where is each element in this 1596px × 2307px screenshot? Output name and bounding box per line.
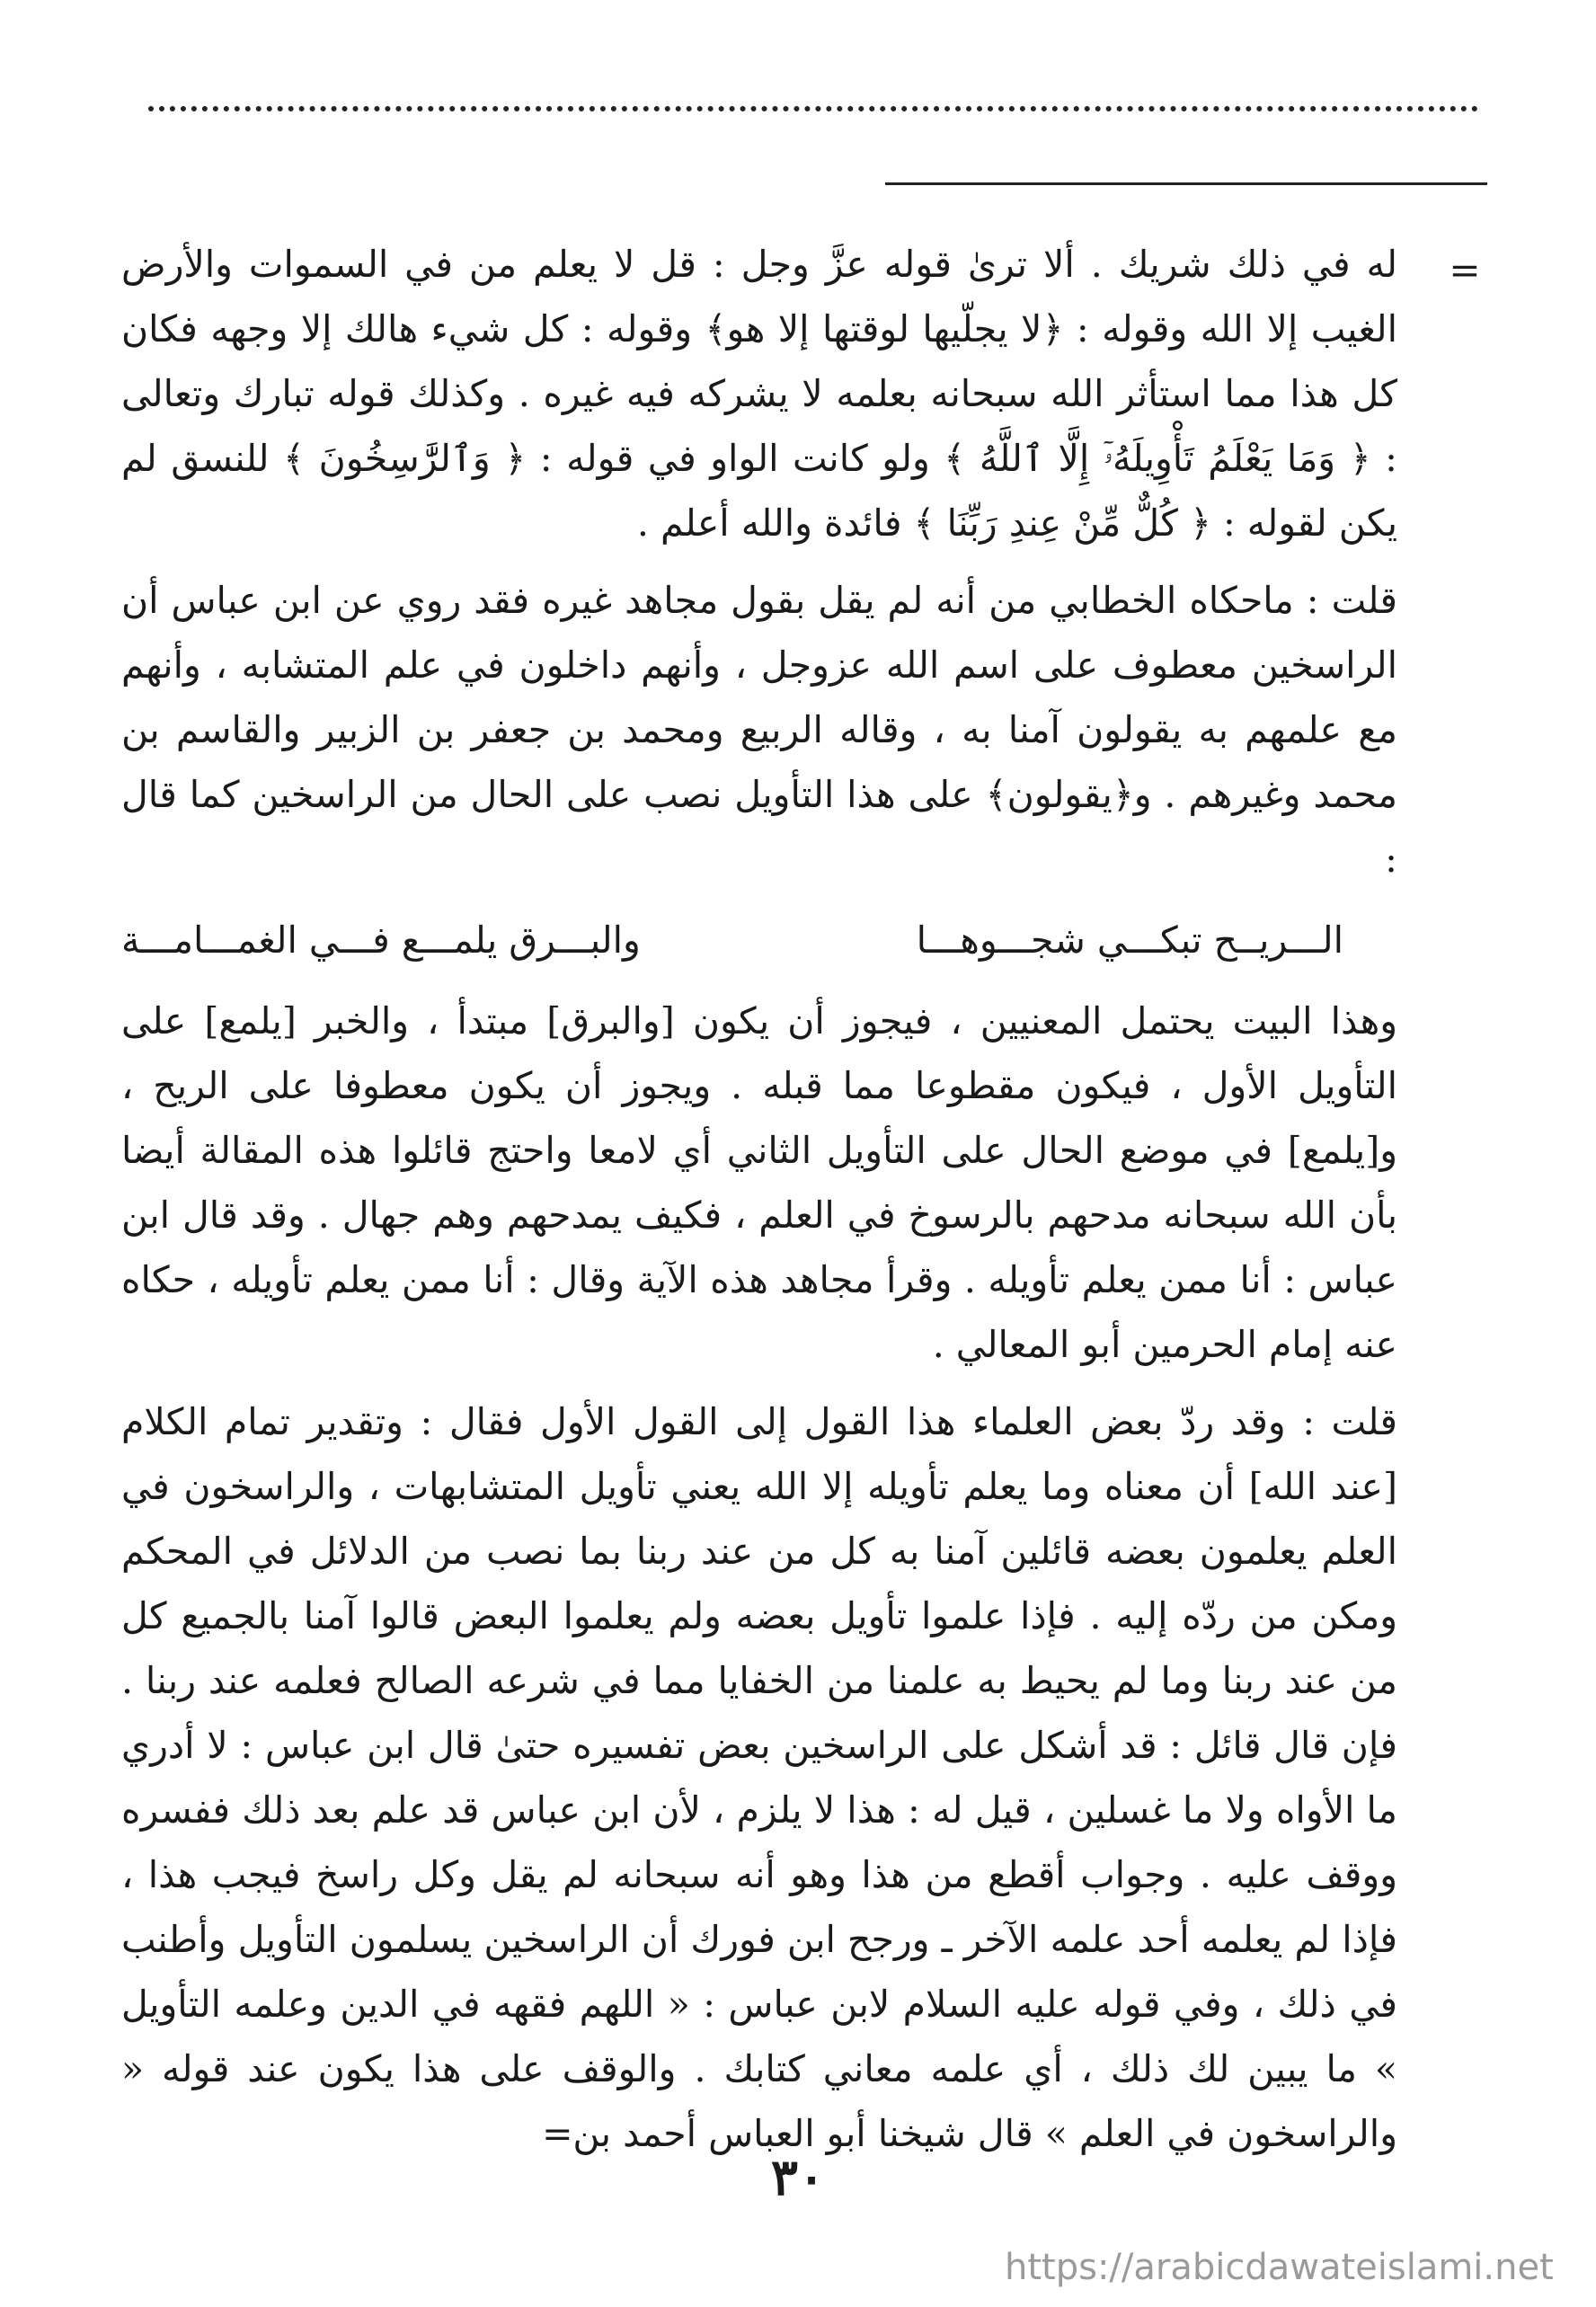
watermark-url: https://arabicdawateislami.net: [1005, 2247, 1554, 2288]
paragraph-2: قلت : ماحكاه الخطابي من أنه لم يقل بقول مجاهد غيره فقد روي عن ابن عباس أن الراسخين معطوف على اسم الله عزوجل ، وأنهم داخلون في علم المتشابه ، وأنهم مع علمهم به يقولون آمنا به ، وقاله الربيع ومحمد بن جعفر بن الزبير والقاسم بن محمد وغيرهم . و﴿يقولون﴾ على هذا التأويل نصب على الحال من الراسخين كما قال :: [121, 579, 1397, 881]
verse-first-hemistich: الـــريــح تبكـــي شجـــوهـــا: [916, 918, 1343, 962]
paragraph-1: له في ذلك شريك . ألا ترىٰ قوله عزَّ وجل : قل لا يعلم من في السموات والأرض الغيب إلا الله وقوله : ﴿لا يجلّيها لوقتها إلا هو﴾ وقوله : كل شيء هالك إلا وجهه فكان كل هذا مما استأثر الله سبحانه بعلمه لا يشركه فيه غيره . وكذلك قوله تبارك وتعالى : ﴿ وَمَا يَعْلَمُ تَأْوِيلَهُۥٓ إِلَّا ٱللَّهُ ﴾ ولو كانت الواو في قوله : ﴿ وَٱلرَّٰسِخُونَ ﴾ للنسق لم يكن لقوله : ﴿ كُلٌّ مِّنْ عِندِ رَبِّنَا ﴾ فائدة والله أعلم .: [121, 243, 1397, 545]
paragraph-3: وهذا البيت يحتمل المعنيين ، فيجوز أن يكون [والبرق] مبتدأ ، والخبر [يلمع] على التأويل الأول ، فيكون مقطوعا مما قبله . ويجوز أن يكون معطوفا على الريح ، و[يلمع] في موضع الحال على التأويل الثاني أي لامعا واحتج قائلوا هذه المقالة أيضا بأن الله سبحانه مدحهم بالرسوخ في العلم ، فكيف يمدحهم وهم جهال . وقد قال ابن عباس : أنا ممن يعلم تأويله . وقرأ مجاهد هذه الآية وقال : أنا ممن يعلم تأويله ، حكاه عنه إمام الحرمين أبو المعالي .: [121, 999, 1397, 1366]
paragraph-4: قلت : وقد ردّ بعض العلماء هذا القول إلى القول الأول فقال : وتقدير تمام الكلام [عند الله] أن معناه وما يعلم تأويله إلا الله يعني تأويل المتشابهات ، والراسخون في العلم يعلمون بعضه قائلين آمنا به كل من عند ربنا بما نصب من الدلائل في المحكم ومكن من ردّه إليه . فإذا علموا تأويل بعضه ولم يعلموا البعض قالوا آمنا بالجميع كل من عند ربنا وما لم يحيط به علمنا من الخفايا مما في شرعه الصالح فعلمه عند ربنا . فإن قال قائل : قد أشكل على الراسخين بعض تفسيره حتىٰ قال ابن عباس : لا أدري ما الأواه ولا ما غسلين ، قيل له : هذا لا يلزم ، لأن ابن عباس قد علم بعد ذلك ففسره ووقف عليه . وجواب أقطع من هذا وهو أنه سبحانه لم يقل وكل راسخ فيجب هذا ، فإذا لم يعلمه أحد علمه الآخر ـ ورجح ابن فورك أن الراسخين يسلمون التأويل وأطنب في ذلك ، وفي قوله عليه السلام لابن عباس : « اللهم فقهه في الدين وعلمه التأويل » ما يبين لك ذلك ، أي علمه معاني كتابك . والوقف على هذا يكون عند قوله « والراسخون في العلم » قال شيخنا أبو العباس أحمد بن=: [121, 1400, 1397, 2155]
header-rule: [885, 182, 1487, 185]
main-text: [121, 232, 1397, 2178]
continuation-mark: =: [1449, 248, 1481, 292]
poetry-verse: [121, 904, 1397, 989]
page-number: ٣٠: [770, 2148, 826, 2207]
verse-second-hemistich: والبـــرق يلمـــع فـــي الغمـــامـــة: [121, 918, 641, 962]
dotted-header-rule: [148, 106, 1478, 111]
